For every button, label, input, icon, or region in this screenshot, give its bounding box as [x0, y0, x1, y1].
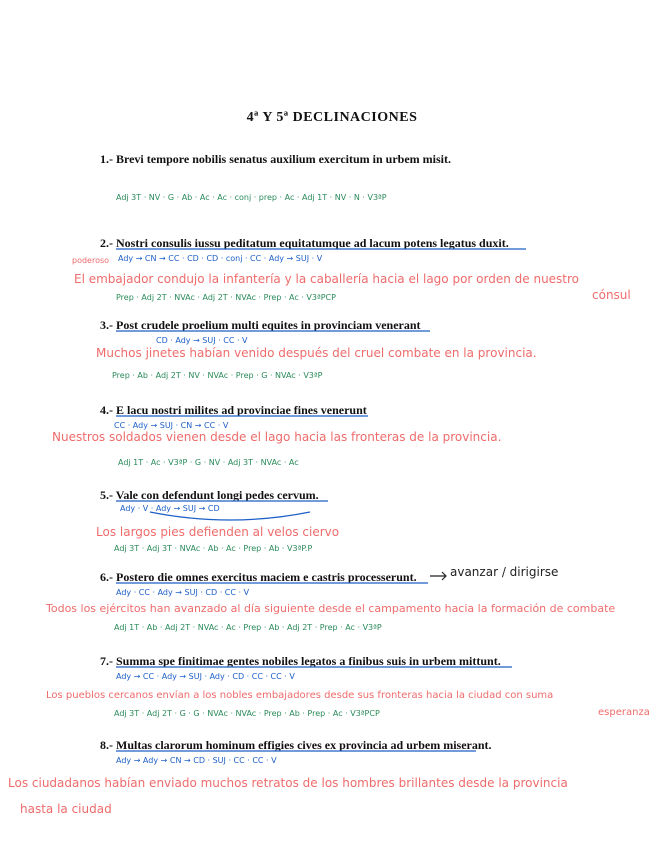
- exercise-7-translation: Los pueblos cercanos envían a los nobles embajadores desde sus fronteras hacia la ciudad con suma: [46, 690, 554, 701]
- exercise-6-sentence: 6.- Postero die omnes exercitus maciem e castris processerunt.: [100, 570, 417, 584]
- exercise-4-sentence: 4.- E lacu nostri milites ad provinciae fines venerunt: [100, 403, 367, 417]
- exercise-7-morphology: Adj 1T · Ab · Adj 2T · NVAc · Ac · Prep · Ab · Adj 2T · Prep · Ac · V3ªP: [114, 623, 382, 632]
- exercise-2-side-note: poderoso: [72, 256, 110, 265]
- exercise-6-arrow-note: avanzar / dirigirse: [450, 565, 559, 579]
- exercise-3-translation: Muchos jinetes habían venido después del cruel combate en la provincia.: [96, 346, 537, 360]
- exercise-8-translation: Los ciudadanos habían enviado muchos retratos de los hombres brillantes desde la provincia: [8, 776, 568, 790]
- exercise-6-translation: Todos los ejércitos han avanzado al día siguiente desde el campamento hacia la formación de combate: [46, 602, 616, 615]
- exercise-8-sentence: 8.- Multas clarorum hominum effigies cives ex provincia ad urbem miserant.: [100, 738, 492, 752]
- exercise-8-syntax: Ady → Ady → CN → CD · SUJ · CC · CC · V: [116, 756, 277, 765]
- exercise-1-sentence: 1.- Brevi tempore nobilis senatus auxilium exercitum in urbem misit.: [100, 152, 451, 166]
- page-title: 4ª Y 5ª DECLINACIONES: [246, 110, 418, 125]
- exercise-5-sentence: 5.- Vale con defendunt longi pedes cervum.: [100, 488, 319, 502]
- exercise-6-morphology: Adj 3T · Adj 3T · NVAc · Ab · Ac · Prep · Ab · V3ªP.P: [114, 544, 313, 553]
- exercise-3-syntax: CD · Ady → SUJ · CC · V: [156, 336, 248, 345]
- exercise-5-translation: Los largos pies defienden al velos ciervo: [96, 525, 340, 539]
- exercise-7-translation-cont: esperanza: [598, 707, 650, 718]
- arrow-ex6: [430, 572, 446, 580]
- exercise-2-sentence: 2.- Nostri consulis iussu peditatum equitatumque ad lacum potens legatus duxit.: [100, 236, 509, 250]
- exercise-5-morphology: Adj 1T · Ac · V3ªP · G · NV · Adj 3T · NVAc · Ac: [118, 458, 299, 467]
- exercise-4-morphology: Prep · Ab · Adj 2T · NV · NVAc · Prep · G · NVAc · V3ªP: [112, 371, 323, 380]
- exercise-7-syntax: Ady → CC · Ady → SUJ · Ady · CD · CC · CC · V: [116, 672, 295, 681]
- exercise-3-sentence: 3.- Post crudele proelium multi equites in provinciam venerant: [100, 318, 421, 332]
- exercise-8-morphology: Adj 3T · Adj 2T · G · G · NVAc · NVAc · Prep · Ab · Prep · Ac · V3ªPCP: [114, 709, 380, 718]
- exercise-7-sentence: 7.- Summa spe finitimae gentes nobiles legatos a finibus suis in urbem mittunt.: [100, 654, 501, 668]
- exercise-5-syntax: Ady · V · Ady → SUJ → CD: [120, 504, 220, 513]
- exercise-8-translation-cont: hasta la ciudad: [20, 802, 112, 816]
- exercise-4-syntax: CC · Ady → SUJ · CN → CC · V: [114, 421, 229, 430]
- exercise-4-translation: Nuestros soldados vienen desde el lago hacia las fronteras de la provincia.: [52, 430, 502, 444]
- exercise-3-morphology: Prep · Adj 2T · NVAc · Adj 2T · NVAc · Prep · Ac · V3ªPCP: [116, 293, 336, 302]
- exercise-2-translation: El embajador condujo la infantería y la caballería hacia el lago por orden de nuestro: [74, 272, 580, 286]
- curve-ex5: [150, 512, 310, 520]
- exercise-2-morphology: Adj 3T · NV · G · Ab · Ac · Ac · conj · prep · Ac · Adj 1T · NV · N · V3ªP: [116, 193, 387, 202]
- exercise-2-syntax: Ady → CN → CC · CD · CD · conj · CC · Ady → SUJ · V: [118, 254, 323, 263]
- exercise-2-translation-cont: cónsul: [592, 288, 631, 302]
- exercise-6-syntax: Ady · CC · Ady → SUJ · CD · CC · V: [116, 588, 250, 597]
